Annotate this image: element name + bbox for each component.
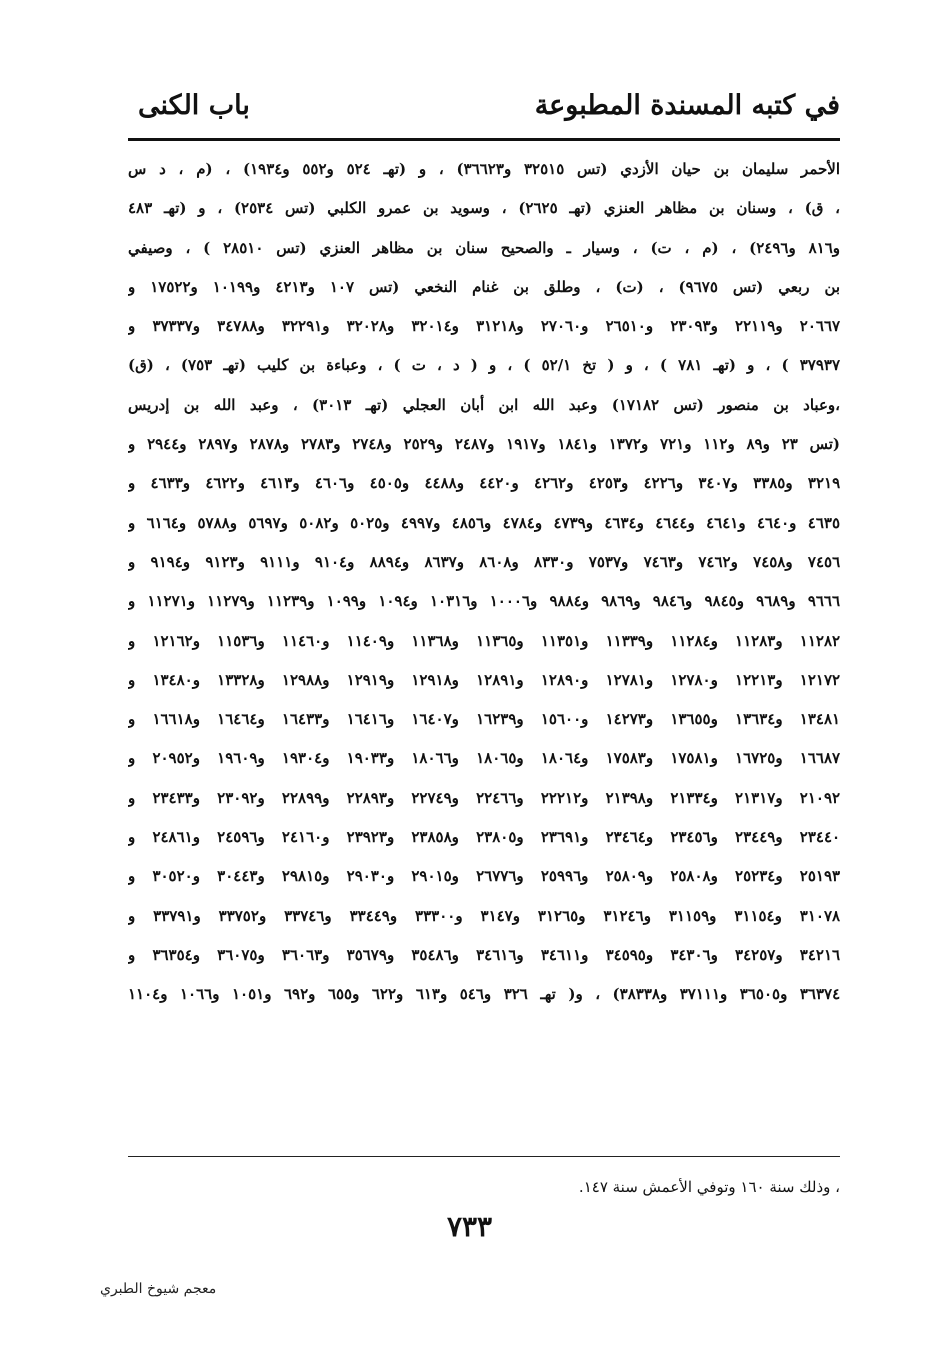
text-line: ١٣٤٨١ و١٣٦٣٤ و١٣٦٥٥ و١٤٢٧٣ و١٥٦٠٠ و١٦٢٣٩ و١٦٤٠٧ و١٦٤١٦ و١٦٤٣٣ و١٦٤٦٤ و١٦٦١٨ و — [128, 710, 840, 729]
text-line: (تس ٢٣ و٨٩ و١١٢ و٧٢١ و١٣٧٢ و١٨٤١ و١٩١٧ و٢٤٨٧ و٢٥٢٩ و٢٧٤٨ و٢٧٨٣ و٢٨٧٨ و٢٨٩٧ و٢٩٤٤ و — [128, 435, 840, 454]
text-line: بن ربعي (تس ٩٦٧٥) ، (ت) ، وطلق بن غنام النخعي (تس ١٠٧ و٤٢١٣ و١٠١٩٩ و١٧٥٢٢ و — [128, 277, 840, 296]
text-line: ٣٦٣٧٤ و٣٦٥٠٥ و٣٧١١١ و٣٨٣٣٨) ، و( تهـ ٣٢٦ و٥٤٦ و٦١٣ و٦٢٢ و٦٥٥ و٦٩٢ و١٠٥١ و١٠٦٦ و١١٠٤ — [128, 985, 840, 1004]
text-line: ٣٤٢١٦ و٣٤٢٥٧ و٣٤٣٠٦ و٣٤٥٩٥ و٣٤٦١١ و٣٤٦١٦ و٣٥٤٨٦ و٣٥٦٧٩ و٣٦٠٦٣ و٣٦٠٧٥ و٣٦٣٥٤ و — [128, 945, 840, 964]
text-line: ٣١٠٧٨ و٣١١٥٤ و٣١١٥٩ و٣١٢٤٦ و٣١٢٦٥ و٣١٤٧ و٣٣٣٠٠ و٣٣٤٤٩ و٣٣٧٤٦ و٣٣٧٥٢ و٣٣٧٩١ و — [128, 906, 840, 925]
footnote-text: ، وذلك سنة ١٦٠ وتوفي الأعمش سنة ١٤٧. — [578, 1178, 840, 1196]
page-number: ٧٣٣ — [446, 1210, 493, 1243]
main-text — [128, 150, 840, 1015]
text-line: ١٢١٧٢ و١٢٢١٣ و١٢٧٨٠ و١٢٧٨١ و١٢٨٩٠ و١٢٨٩١ و١٢٩١٨ و١٢٩١٩ و١٢٩٨٨ و١٣٣٢٨ و١٣٤٨٠ و — [128, 670, 840, 689]
text-line: ٢٥١٩٣ و٢٥٢٣٤ و٢٥٨٠٨ و٢٥٨٠٩ و٢٥٩٩٦ و٢٦٧٧٦ و٢٩٠١٥ و٢٩٠٣٠ و٢٩٨١٥ و٣٠٤٤٣ و٣٠٥٢٠ و — [128, 867, 840, 886]
header-chapter-title: باب الكنى — [138, 90, 250, 121]
text-line: ٤٦٣٥ و٤٦٤٠ و٤٦٤١ و٤٦٤٤ و٤٦٣٤ و٤٧٣٩ و٤٧٨٤ و٤٨٥٦ و٤٩٩٧ و٥٠٢٥ و٥٠٨٢ و٥٦٩٧ و٥٧٨٨ و٦١٦٤ و — [128, 513, 840, 532]
text-line: ، ق) ، وسنان بن مظاهر العنزي (تهـ ٢٦٢٥) ، وسويد بن عمرو الكلبي (تس ٢٥٣٤) ، و (تهـ ٤٨٣ — [128, 199, 840, 218]
text-line: ١٦٦٨٧ و١٦٧٢٥ و١٧٥٨١ و١٧٥٨٣ و١٨٠٦٤ و١٨٠٦٥ و١٨٠٦٦ و١٩٠٣٣ و١٩٣٠٤ و١٩٦٠٩ و٢٠٩٥٢ و — [128, 749, 840, 768]
text-line: ٢٣٤٤٠ و٢٣٤٤٩ و٢٣٤٥٦ و٢٣٤٦٤ و٢٣٦٩١ و٢٣٨٠٥ و٢٣٨٥٨ و٢٣٩٢٣ و٢٤١٦٠ و٢٤٥٩٦ و٢٤٨٦١ و — [128, 828, 840, 847]
running-header — [128, 86, 840, 136]
footnote-divider — [128, 1156, 840, 1157]
text-line: ٢١٠٩٢ و٢١٣١٧ و٢١٣٣٤ و٢١٣٩٨ و٢٢٢١٢ و٢٢٤٦٦ و٢٢٧٤٩ و٢٢٨٩٣ و٢٢٨٩٩ و٢٣٠٩٢ و٢٣٤٣٣ و — [128, 788, 840, 807]
text-line: ٧٤٥٦ و٧٤٥٨ و٧٤٦٢ و٧٤٦٣ و٧٥٣٧ و٨٣٣٠ و٨٦٠٨ و٨٦٣٧ و٨٨٩٤ و٩١٠٤ و٩١١١ و٩١٢٣ و٩١٩٤ و — [128, 552, 840, 571]
text-line: و٨١٦ و٢٤٩٦) ، (م ، ت) ، وسيار ـ والصحيح سنان بن مظاهر العنزي (تس ٢٨٥١٠ ) ، وصيفي — [128, 238, 840, 257]
text-line: ،وعباد بن منصور (تس ١٧١٨٢) وعبد الله ابن أبان العجلي (تهـ ٣٠١٣) ، وعبد الله بن إدريس — [128, 395, 840, 414]
text-line: ٣٧٩٣٧ ) ، و (تهـ ٧٨١ ) ، و ( تخ ٥٢/١ ) ، و ( د ، ت ) ، وعباءة بن كليب (تهـ ٧٥٣) ، (ق) — [128, 356, 840, 375]
header-book-title: في كتبه المسندة المطبوعة — [534, 90, 840, 121]
text-line: ٣٢١٩ و٣٣٨٥ و٣٤٠٧ و٤٢٢٦ و٤٢٥٣ و٤٢٦٢ و٤٤٢٠ و٤٤٨٨ و٤٥٠٥ و٤٦٠٦ و٤٦١٣ و٤٦٢٢ و٤٦٣٣ و — [128, 474, 840, 493]
book-source-label: معجم شيوخ الطبري — [100, 1281, 217, 1297]
header-divider — [128, 138, 840, 141]
text-line: الأحمر سليمان بن حيان الأزدي (تس ٣٢٥١٥ و٣٦٦٢٣) ، و (تهـ ٥٢٤ و٥٥٢ و١٩٣٤) ، (م ، د س — [128, 160, 840, 178]
text-line: ١١٢٨٢ و١١٢٨٣ و١١٢٨٤ و١١٣٣٩ و١١٣٥١ و١١٣٦٥ و١١٣٦٨ و١١٤٠٩ و١١٤٦٠ و١١٥٣٦ و١٢١٦٢ و — [128, 631, 840, 650]
text-line: ٩٦٦٦ و٩٦٨٩ و٩٨٤٥ و٩٨٤٦ و٩٨٦٩ و٩٨٨٤ و١٠٠٠٦ و١٠٣١٦ و١٠٩٤ و١٠٩٩ و١١٢٣٩ و١١٢٧٩ و١١٢٧١ و — [128, 592, 840, 611]
text-line: ٢٠٦٦٧ و٢٢١١٩ و٢٣٠٩٣ و٢٦٥١٠ و٢٧٠٦٠ و٣١٢١٨ و٣٢٠١٤ و٣٢٠٢٨ و٣٢٢٩١ و٣٤٧٨٨ و٣٧٣٣٧ و — [128, 317, 840, 336]
